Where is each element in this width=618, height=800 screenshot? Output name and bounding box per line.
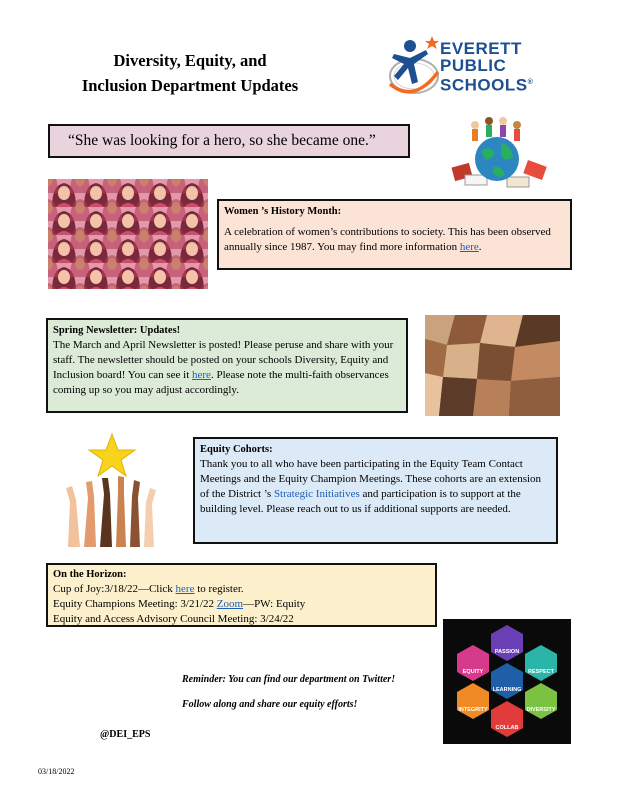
equity-cohorts-box [193,437,558,544]
spring-newsletter-text-1: The March and April Newsletter is posted! Please peruse and share with your staff. The newsletter should be posted on your schools Diversity, Equity and Inclusion board! You can see it [53,339,394,381]
horizon-line-3: Equity and Access Advisory Council Meeting: 3/24/22 [53,613,294,625]
reminder-line-1: Reminder: You can find our department on Twitter! [182,674,396,685]
hex-label-collab: COLLAB [495,725,519,731]
logo-line-2: PUBLIC [440,56,507,75]
zoom-link[interactable]: Zoom [216,598,244,610]
page-title [55,48,325,98]
quote-banner: “She was looking for a hero, so she became one.” [48,124,410,158]
globe-children-illustration [445,115,555,193]
womens-history-heading: Women ’s History Month: [224,206,342,217]
on-the-horizon-heading: On the Horizon: [53,569,127,580]
reminder-line-2: Follow along and share our equity efforts! [182,699,358,710]
title-line-1: Diversity, Equity, and [113,51,267,70]
womens-history-text: A celebration of women’s contributions to society. This has been observed annually since 1987. You may find more information [224,226,551,253]
cup-of-joy-tail: to register. [194,583,244,595]
logo-registered-mark: ® [527,79,534,86]
horizon-line-2 [53,597,430,612]
on-the-horizon-box [46,563,437,627]
strategic-initiatives-link[interactable]: Strategic Initiatives [273,488,360,500]
women-pattern-illustration [48,179,208,289]
spring-newsletter-body [53,338,401,398]
star-icon [89,434,135,476]
spring-newsletter-heading: Spring Newsletter: Updates! [53,325,181,336]
cup-of-joy-text: Cup of Joy:3/18/22—Click [53,583,176,595]
equity-champions-text: Equity Champions Meeting: 3/21/22 [53,598,217,610]
spring-newsletter-box [46,318,408,413]
logo-line-3: SCHOOLS [440,75,528,95]
hex-label-respect: RESPECT [528,669,554,675]
hex-label-passion: PASSION [494,649,520,655]
spring-newsletter-text-2: . Please note the multi-faith observances coming up so you may adjust accordingly. [53,369,389,396]
equity-cohorts-text-1: Thank you to all who have been participating in the Equity Team Contact Meetings and the Equity Champion Meetings. These cohorts are an extension of the District ’s [200,458,542,500]
logo-figure-icon [388,34,440,104]
diverse-faces-collage [425,315,560,416]
hex-label-equity: EQUITY [462,669,484,675]
title-line-2: Inclusion Department Updates [81,76,299,95]
womens-history-body [224,225,565,255]
twitter-handle[interactable]: @DEI_EPS [100,729,151,740]
raised-hands-star-illustration [60,432,168,547]
equity-champions-password: —PW: Equity [243,598,306,610]
equity-cohorts-heading: Equity Cohorts: [200,444,273,455]
hex-label-diversity: DIVERSITY [526,707,556,713]
logo-line-1: EVERETT [440,39,522,58]
spring-newsletter-link[interactable]: here [192,369,211,381]
twitter-reminder [182,672,432,712]
womens-history-month-box [217,199,572,270]
womens-history-link[interactable]: here [459,241,479,253]
equity-cohorts-body [200,457,551,517]
footer-date: 03/18/2022 [38,767,75,776]
logo-wordmark [440,40,533,94]
hex-label-integrity: INTEGRITY [458,707,488,713]
everett-public-schools-logo [388,34,560,104]
horizon-line-1 [53,582,430,597]
cup-of-joy-register-link[interactable]: here [175,583,195,595]
womens-history-tail: . [478,241,482,253]
values-hexagon-graphic [443,619,571,744]
equity-cohorts-text-2: and participation is to support at the building level. Please reach out to us if additional supports are needed. [200,488,521,515]
hex-label-learning: LEARNING [492,687,522,693]
